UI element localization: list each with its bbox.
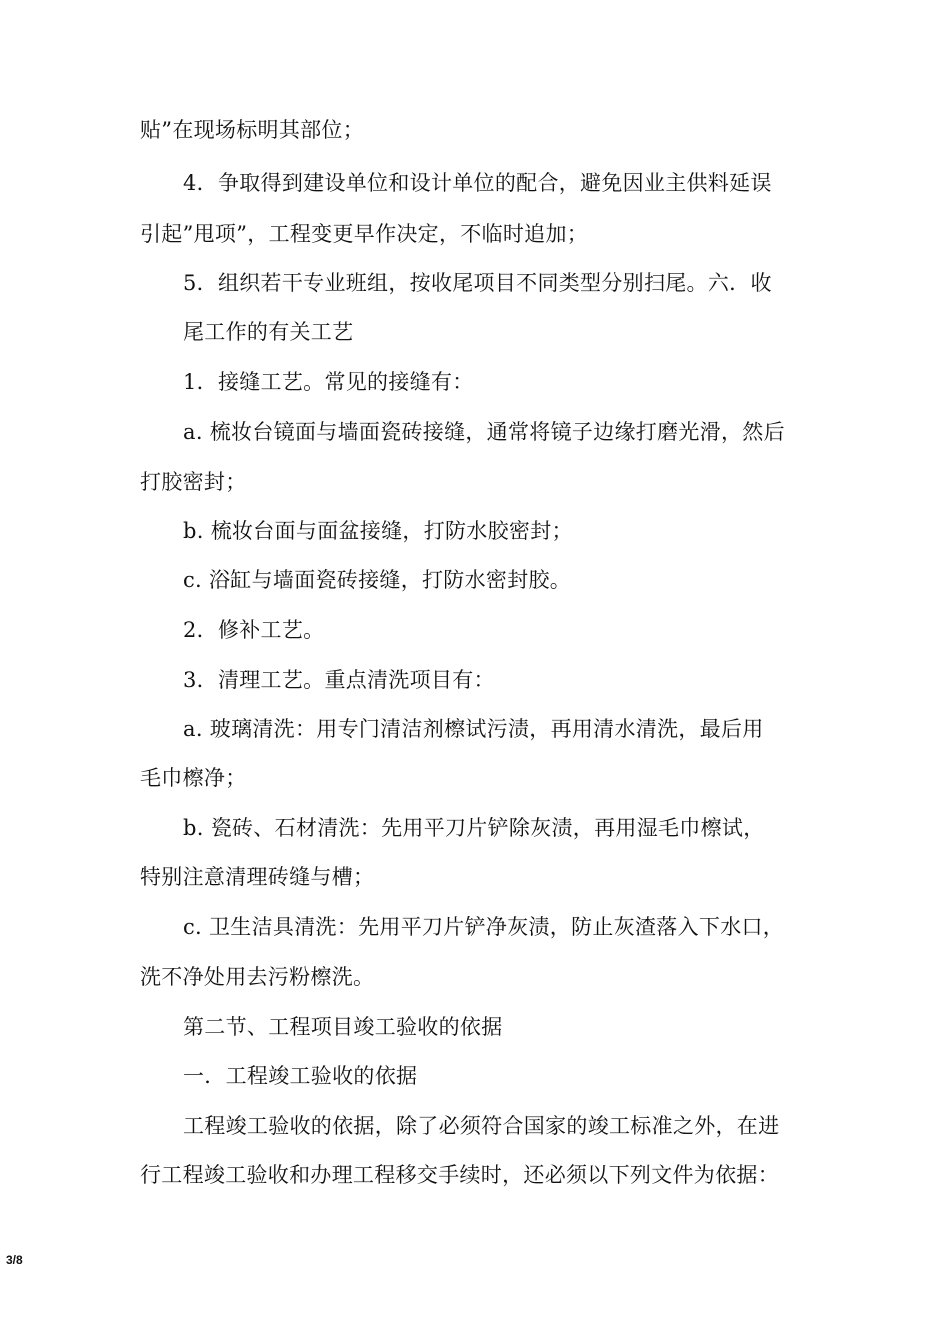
text-line: 尾工作的有关工艺 <box>183 320 354 344</box>
text-line: 工程竣工验收的依据，除了必须符合国家的竣工标准之外，在进 <box>183 1114 780 1138</box>
text-line: a. 玻璃清洗：用专门清洁剂檫试污渍，再用清水清洗，最后用 <box>183 717 764 741</box>
text-line: 2．修补工艺。 <box>183 618 325 642</box>
text-line: 特别注意清理砖缝与槽； <box>140 865 375 889</box>
text-line: b. 瓷砖、石材清洗：先用平刀片铲除灰渍，再用湿毛巾檫试， <box>183 816 765 840</box>
text-line: b. 梳妆台面与面盆接缝，打防水胶密封； <box>183 519 573 543</box>
text-line: c. 卫生洁具清洗：先用平刀片铲净灰渍，防止灰渣落入下水口， <box>183 915 785 939</box>
text-line: 1．接缝工艺。常见的接缝有： <box>183 370 474 394</box>
text-line: c. 浴缸与墙面瓷砖接缝，打防水密封胶。 <box>183 568 572 592</box>
text-line: 打胶密封； <box>140 470 247 494</box>
text-line: 5．组织若干专业班组，按收尾项目不同类型分别扫尾。六．收 <box>183 271 772 295</box>
text-line: 引起”甩项”，工程变更早作决定，不临时追加； <box>140 222 589 246</box>
text-line: 3．清理工艺。重点清洗项目有： <box>183 668 495 692</box>
page-number: 3/8 <box>6 1253 23 1267</box>
text-line: 行工程竣工验收和办理工程移交手续时，还必须以下列文件为依据： <box>140 1163 779 1187</box>
text-line: 毛巾檫净； <box>140 766 247 790</box>
section-heading: 第二节、工程项目竣工验收的依据 <box>183 1015 503 1039</box>
subsection-heading: 一．工程竣工验收的依据 <box>183 1064 418 1088</box>
text-line: 贴”在现场标明其部位； <box>140 118 365 142</box>
text-line: 4．争取得到建设单位和设计单位的配合，避免因业主供料延误 <box>183 171 772 195</box>
text-line: a. 梳妆台镜面与墙面瓷砖接缝，通常将镜子边缘打磨光滑，然后 <box>183 420 785 444</box>
text-line: 洗不净处用去污粉檫洗。 <box>140 965 375 989</box>
